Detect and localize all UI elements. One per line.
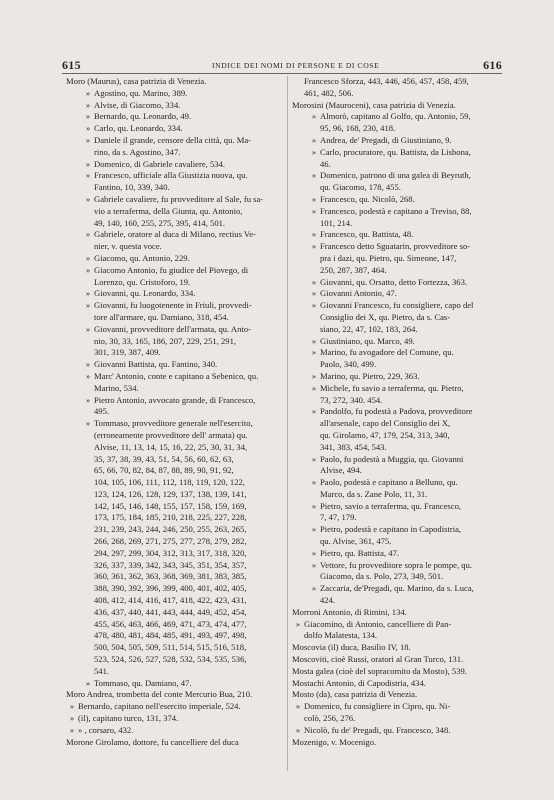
index-line-text: 250, 287, 387, 464.	[320, 264, 387, 275]
index-line-text: 73, 272, 340. 454.	[320, 394, 383, 405]
index-line-text: 436, 437, 440, 441, 443, 444, 449, 452, 454,	[94, 606, 247, 617]
index-line	[66, 560, 281, 572]
index-line-text: 461, 482, 506.	[304, 87, 354, 98]
index-line-text: 142, 145, 146, 148, 155, 157, 158, 159, 169,	[94, 500, 247, 511]
index-line	[292, 277, 507, 289]
index-line-text: Bernardo, capitano nell'esercito imperiale, 524.	[78, 701, 241, 712]
index-line-text: Giovanni, fu luogotenente in Friuli, provvedi-	[94, 300, 252, 311]
index-line-text: Fantino, 10, 339, 340.	[94, 182, 170, 193]
index-line-text: Francesco, podestà e capitano a Treviso, 88,	[320, 205, 472, 216]
ditto-mark: »	[295, 618, 301, 629]
index-line	[292, 324, 507, 336]
ditto-mark: »	[85, 193, 91, 204]
index-line-text: 326, 337, 339, 342, 343, 345, 351, 354, 357,	[94, 559, 247, 570]
index-line-text: 408, 412, 414, 416, 417, 418, 422, 423, 431,	[94, 595, 247, 606]
index-line	[292, 666, 507, 678]
index-line	[66, 619, 281, 631]
index-line	[292, 465, 507, 477]
index-line	[66, 406, 281, 418]
index-line	[66, 454, 281, 466]
index-line	[292, 170, 507, 182]
index-line	[66, 100, 281, 112]
index-line	[66, 548, 281, 560]
right-page-number: 616	[483, 58, 502, 72]
index-line-text: Marino, qu. Pietro, 229, 363.	[320, 370, 420, 381]
left-page-number: 615	[62, 58, 81, 72]
index-line	[292, 383, 507, 395]
ditto-mark: »	[295, 701, 301, 712]
index-line-text: 424.	[320, 595, 336, 606]
index-line	[66, 737, 281, 749]
index-line	[66, 689, 281, 701]
index-line-text: Pietro Antonio, avvocato grande, di Francesco,	[94, 394, 256, 405]
index-line	[66, 642, 281, 654]
ditto-mark: »	[85, 288, 91, 299]
index-line-text: qu. Alvise, 361, 475.	[320, 536, 392, 547]
index-line-text: vio a terraferma, della Giunta, qu. Antonio,	[94, 205, 243, 216]
index-line-text: nio, 30, 33, 165, 186, 207, 229, 251, 291,	[94, 335, 237, 346]
index-line-text: Agostino, qu. Marino, 389.	[94, 87, 188, 98]
index-line-text: Consiglio dei X, qu. Pietro, da s. Cas-	[320, 311, 451, 322]
ditto-mark: »	[85, 111, 91, 122]
index-line	[66, 123, 281, 135]
index-line	[66, 347, 281, 359]
index-line-text: 7, 47, 179.	[320, 512, 357, 523]
index-line	[66, 571, 281, 583]
index-line	[292, 501, 507, 513]
index-line-text: Giovanni, qu. Orsatto, detto Fortezza, 363.	[320, 276, 468, 287]
index-line	[292, 371, 507, 383]
index-line-text: 294, 297, 299, 304, 312, 313, 317, 318, 320,	[94, 547, 247, 558]
index-line	[66, 170, 281, 182]
ditto-mark: »	[311, 524, 317, 535]
index-line-text: siano, 22, 47, 102, 183, 264.	[320, 323, 418, 334]
ditto-mark: »	[85, 394, 91, 405]
index-line	[292, 642, 507, 654]
index-line	[66, 524, 281, 536]
index-line	[66, 241, 281, 253]
ditto-mark: »	[311, 205, 317, 216]
index-line-text: Giovanni Francesco, fu consigliere, capo del	[320, 300, 474, 311]
index-line-text: Francesco detto Sguatarin, provveditore so-	[320, 241, 471, 252]
index-line-text: 495.	[94, 406, 110, 417]
index-line-text: Alvise, di Giacomo, 334.	[94, 99, 181, 110]
index-line	[66, 194, 281, 206]
index-line	[292, 595, 507, 607]
index-line	[66, 607, 281, 619]
index-line	[292, 630, 507, 642]
index-line	[292, 147, 507, 159]
index-line-text: Giustiniano, qu. Marco, 49.	[320, 335, 415, 346]
index-line-text: Francesco, qu. Battista, 48.	[320, 229, 414, 240]
index-line	[66, 654, 281, 666]
index-line-text: 500, 504, 505, 509, 511, 514, 515, 516, 518,	[94, 642, 247, 653]
ditto-mark: »	[311, 347, 317, 358]
index-line	[292, 713, 507, 725]
index-line	[66, 147, 281, 159]
index-line	[292, 583, 507, 595]
index-line-text: 266, 268, 269, 271, 275, 277, 278, 279, 282,	[94, 536, 247, 547]
index-line	[292, 100, 507, 112]
index-line	[292, 206, 507, 218]
ditto-mark: »	[311, 500, 317, 511]
index-line	[66, 477, 281, 489]
ditto-mark: »	[311, 146, 317, 157]
index-line	[66, 135, 281, 147]
index-line-text: Moro (Maurus), casa patrizia di Venezia.	[66, 76, 207, 86]
index-line-text: Marc' Antonio, conte e capitano a Sebenico, qu.	[94, 370, 259, 381]
index-line-text: 95, 96, 168, 230, 418.	[320, 123, 396, 134]
index-line	[292, 395, 507, 407]
index-line-text: (il), capitano turco, 131, 374.	[78, 713, 179, 724]
index-line-text: Gabriele cavaliere, fu provveditore al Sale, fu sa-	[94, 193, 264, 204]
index-line	[66, 489, 281, 501]
ditto-mark: »	[311, 134, 317, 145]
index-line	[66, 395, 281, 407]
index-line	[292, 678, 507, 690]
index-line	[292, 489, 507, 501]
index-line-text: Giacomo, qu. Antonio, 229.	[94, 252, 190, 263]
index-line	[66, 182, 281, 194]
index-line	[292, 218, 507, 230]
index-line-text: Morosini (Mauroceni), casa patrizia di Venezia.	[292, 99, 456, 110]
index-line	[66, 725, 281, 737]
index-line	[66, 253, 281, 265]
index-line-text: Francesco Sforza, 443, 446, 456, 457, 458, 459,	[304, 76, 469, 86]
ditto-mark: »	[311, 170, 317, 181]
index-line	[66, 536, 281, 548]
index-line-text: Domenico, di Gabriele cavaliere, 534.	[94, 158, 226, 169]
index-line-text: Zaccaria, de'Pregadi, qu. Marino, da s. Luca,	[320, 583, 474, 594]
index-line	[292, 619, 507, 631]
index-line-text: 360, 361, 362, 363, 368, 369, 381, 383, 385,	[94, 571, 247, 582]
ditto-mark: »	[295, 724, 301, 735]
index-line-text: Paolo, fu podestà a Muggia, qu. Giovanni	[320, 453, 464, 464]
index-line	[66, 442, 281, 454]
index-line-text: Michele, fu savio a terraferma, qu. Pietro,	[320, 382, 464, 393]
index-line	[292, 654, 507, 666]
index-line-text: Andrea, de' Pregadi, di Giustiniano, 9.	[320, 134, 452, 145]
index-line	[292, 76, 507, 88]
index-line-text: Giovanni, qu. Leonardo, 334.	[94, 288, 196, 299]
header-title: INDICE DEI NOMI DI PERSONE E DI COSE	[212, 61, 380, 70]
ditto-mark: »	[311, 111, 317, 122]
index-line-text: Gabriele, oratore al duca di Milano, rectius Ve-	[94, 229, 256, 240]
index-line-text: 173, 175, 184, 185, 210, 218, 225, 227, 228,	[94, 512, 247, 523]
index-line	[292, 241, 507, 253]
index-line	[292, 111, 507, 123]
ditto-mark: »	[311, 288, 317, 299]
ditto-mark: »	[85, 418, 91, 429]
index-line	[292, 607, 507, 619]
index-line-text: Francesco, qu. Nicolò, 268.	[320, 193, 415, 204]
index-line-text: Marino, fu avogadore del Comune, qu.	[320, 347, 454, 358]
ditto-mark: »	[311, 406, 317, 417]
index-line	[292, 123, 507, 135]
index-line	[292, 253, 507, 265]
index-line	[66, 300, 281, 312]
ditto-mark: »	[311, 241, 317, 252]
index-line	[292, 701, 507, 713]
index-line	[292, 725, 507, 737]
index-line	[292, 182, 507, 194]
index-line-text: Lorenzo, qu. Cristoforo, 19.	[94, 276, 191, 287]
ditto-mark: »	[85, 370, 91, 381]
ditto-mark: »	[85, 158, 91, 169]
index-line	[292, 536, 507, 548]
ditto-mark: »	[69, 701, 75, 712]
index-line	[292, 135, 507, 147]
index-line-text: 341, 383, 454, 543.	[320, 441, 387, 452]
index-line-text: Mosta galea (cioè del sopracomito da Mosto), 539.	[292, 665, 467, 676]
index-line-text: 523, 524, 526, 527, 528, 532, 534, 535, 536,	[94, 654, 247, 665]
ditto-mark: »	[85, 170, 91, 181]
index-line	[66, 324, 281, 336]
index-line-text: Mozenigo, v. Mocenigo.	[292, 736, 377, 747]
index-line-text: Marco, da s. Zane Polo, 11, 31.	[320, 488, 428, 499]
left-column	[66, 76, 281, 748]
index-line-text: 388, 390, 392, 396, 399, 400, 401, 402, 405,	[94, 583, 247, 594]
index-line	[66, 713, 281, 725]
index-line	[292, 300, 507, 312]
index-line-text: Paolo, 340, 499.	[320, 359, 377, 370]
index-line-text: 46.	[320, 158, 331, 169]
ditto-mark: »	[311, 229, 317, 240]
ditto-mark: »	[69, 713, 75, 724]
ditto-mark: »	[85, 677, 91, 688]
index-line	[292, 430, 507, 442]
index-line	[66, 583, 281, 595]
index-line	[66, 218, 281, 230]
index-line-text: Morroni Antonio, di Rimini, 134.	[292, 606, 407, 617]
column-divider	[287, 76, 288, 771]
index-line-text: Moscoviti, cioè Russi, oratori al Gran Turco, 131.	[292, 654, 464, 665]
ditto-mark: »	[311, 559, 317, 570]
index-line	[66, 630, 281, 642]
index-line-text: 231, 239, 243, 244, 246, 250, 255, 263, 265,	[94, 524, 247, 535]
index-line-text: Morone Girolamo, dottore, fu cancelliere del duca	[66, 736, 239, 747]
index-line	[66, 359, 281, 371]
index-line	[292, 265, 507, 277]
index-line	[66, 265, 281, 277]
index-line-text: Domenico, fu consigliere in Cipro, qu. Ni-	[304, 701, 451, 712]
index-line	[66, 701, 281, 713]
index-line	[292, 737, 507, 749]
index-line	[292, 88, 507, 100]
ditto-mark: »	[311, 583, 317, 594]
index-line	[66, 206, 281, 218]
index-line-text: (erroneamente provveditore dell' armata) qu.	[94, 429, 248, 440]
ditto-mark: »	[85, 264, 91, 275]
index-line-text: Carlo, procuratore, qu. Battista, da Lisbona,	[320, 146, 471, 157]
index-line	[66, 501, 281, 513]
index-line	[292, 477, 507, 489]
ditto-mark: »	[311, 453, 317, 464]
index-line-text: Giacomo Antonio, fu giudice del Piovego, di	[94, 264, 249, 275]
index-line	[292, 406, 507, 418]
index-line-text: 104, 105, 106, 111, 112, 118, 119, 120, 122,	[94, 477, 245, 488]
index-line	[292, 159, 507, 171]
index-line-text: 455, 456, 463, 466, 469, 471, 473, 474, 477,	[94, 618, 247, 629]
index-line	[292, 359, 507, 371]
index-line	[66, 111, 281, 123]
ditto-mark: »	[85, 359, 91, 370]
index-line-text: nier, v. questa voce.	[94, 241, 162, 252]
index-line-text: Moro Andrea, trombetta del conte Mercurio Bua, 210.	[66, 689, 253, 700]
index-line-text: 123, 124, 126, 128, 129, 137, 138, 139, 141,	[94, 488, 247, 499]
index-line-text: Paolo, podestà e capitano a Belluno, qu.	[320, 477, 458, 488]
index-line	[66, 418, 281, 430]
index-line-text: all'arsenale, capo del Consiglio dei X,	[320, 418, 451, 429]
ditto-mark: »	[85, 99, 91, 110]
index-line	[292, 347, 507, 359]
ditto-mark: »	[311, 193, 317, 204]
index-line-text: Vettore, fu provveditore sopra le pompe, qu.	[320, 559, 473, 570]
ditto-mark: »	[311, 547, 317, 558]
index-line-text: Tommaso, qu. Damiano, 47.	[94, 677, 192, 688]
ditto-mark: »	[311, 382, 317, 393]
index-line-text: tore all'armare, qu. Damiano, 318, 454.	[94, 311, 229, 322]
index-line	[292, 548, 507, 560]
index-line	[66, 88, 281, 100]
index-line-text: Pandolfo, fu podestà a Padova, provveditore	[320, 406, 473, 417]
running-header	[62, 58, 502, 72]
index-line	[292, 418, 507, 430]
index-line	[292, 571, 507, 583]
index-line-text: 35, 37, 38, 39, 43, 51, 54, 56, 60, 62, 63,	[94, 453, 234, 464]
index-line	[66, 512, 281, 524]
index-line-text: Mostachi Antonio, di Capodistria, 434.	[292, 677, 426, 688]
ditto-mark: »	[311, 477, 317, 488]
index-line-text: 49, 140, 160, 255, 275, 395, 414, 501.	[94, 217, 226, 228]
ditto-mark: »	[85, 134, 91, 145]
index-line-text: Bernardo, qu. Leonardo, 49.	[94, 111, 192, 122]
index-line-text: Giacomino, di Antonio, cancelliere di Pan-	[304, 618, 452, 629]
index-line-text: pra i dazi, qu. Pietro, qu. Simeone, 147,	[320, 252, 457, 263]
index-line	[66, 595, 281, 607]
index-line-text: Francesco, ufficiale alla Giustizia nuova, qu.	[94, 170, 248, 181]
index-line-text: dolfo Malatesta, 134.	[304, 630, 378, 641]
ditto-mark: »	[85, 123, 91, 134]
index-line	[66, 371, 281, 383]
index-line-text: 541.	[94, 665, 110, 676]
index-line-text: Alvise, 494.	[320, 465, 362, 476]
index-line	[292, 512, 507, 524]
index-line-text: Pietro, qu. Battista, 47.	[320, 547, 400, 558]
index-line	[66, 312, 281, 324]
index-line-text: qu. Giacomo, 178, 455.	[320, 182, 401, 193]
index-line-text: Pietro, podestà e capitano in Capodistria,	[320, 524, 462, 535]
index-line	[66, 430, 281, 442]
index-line	[292, 454, 507, 466]
index-line	[66, 666, 281, 678]
header-rule	[62, 73, 502, 74]
index-line-text: 478, 480, 481, 484, 485, 491, 493, 497, 498,	[94, 630, 247, 641]
index-line	[66, 288, 281, 300]
ditto-mark: »	[311, 300, 317, 311]
index-line	[66, 229, 281, 241]
index-line	[292, 336, 507, 348]
index-line	[66, 159, 281, 171]
index-line-text: qu. Girolamo, 47, 179, 254, 313, 340,	[320, 429, 450, 440]
index-line	[292, 229, 507, 241]
index-line-text: 65, 66, 70, 82, 84, 87, 88, 89, 90, 91, 92,	[94, 465, 234, 476]
index-line-text: Marino, 534.	[94, 382, 139, 393]
ditto-mark: »	[85, 300, 91, 311]
index-line-text: Almorò, capitano al Golfo, qu. Antonio, 59,	[320, 111, 471, 122]
ditto-mark: »	[85, 323, 91, 334]
ditto-mark: »	[85, 87, 91, 98]
index-line-text: 101, 214.	[320, 217, 353, 228]
index-line-text: 301, 319, 387, 409.	[94, 347, 161, 358]
index-line-text: Giovanni Battista, qu. Fantino, 340.	[94, 359, 218, 370]
index-line-text: » , corsaro, 432.	[78, 724, 134, 735]
index-line-text: Domenico, patrono di una galea di Beyruth,	[320, 170, 471, 181]
index-line-text: Pietro, savio a terraferma, qu. Francesco,	[320, 500, 462, 511]
index-line	[66, 277, 281, 289]
index-line	[66, 336, 281, 348]
ditto-mark: »	[311, 335, 317, 346]
index-line	[292, 194, 507, 206]
index-line-text: Giovanni, provveditore dell'armata, qu. Anto-	[94, 323, 251, 334]
index-line-text: Carlo, qu. Leonardo, 334.	[94, 123, 183, 134]
index-line	[292, 524, 507, 536]
index-line	[66, 678, 281, 690]
index-line	[66, 383, 281, 395]
ditto-mark: »	[85, 229, 91, 240]
right-column	[292, 76, 507, 748]
ditto-mark: »	[69, 724, 75, 735]
index-line-text: Giacomo, da s. Polo, 273, 349, 501.	[320, 571, 444, 582]
index-line	[292, 288, 507, 300]
index-line-text: Mosto (da), casa patrizia di Venezia.	[292, 689, 418, 700]
index-line-text: Moscovia (il) duca, Basilio IV, 18.	[292, 642, 411, 653]
index-line-text: Daniele il grande, censore della città, qu. Ma-	[94, 134, 252, 145]
index-line	[292, 442, 507, 454]
index-line	[292, 312, 507, 324]
index-line	[66, 76, 281, 88]
index-line-text: rino, da s. Agostino, 347.	[94, 146, 181, 157]
index-line	[292, 560, 507, 572]
index-line-text: Alvise, 11, 13, 14, 15, 16, 22, 25, 30, 31, 34,	[94, 441, 248, 452]
index-line	[66, 465, 281, 477]
ditto-mark: »	[85, 252, 91, 263]
index-line	[292, 689, 507, 701]
index-line-text: Tommaso, provveditore generale nell'esercito,	[94, 418, 253, 429]
ditto-mark: »	[311, 276, 317, 287]
ditto-mark: »	[311, 370, 317, 381]
index-line-text: Nicolò, fu de' Pregadi, qu. Francesco, 348.	[304, 724, 451, 735]
index-line-text: Giovanni Antonio, 47.	[320, 288, 397, 299]
index-line-text: colò, 256, 276.	[304, 713, 356, 724]
